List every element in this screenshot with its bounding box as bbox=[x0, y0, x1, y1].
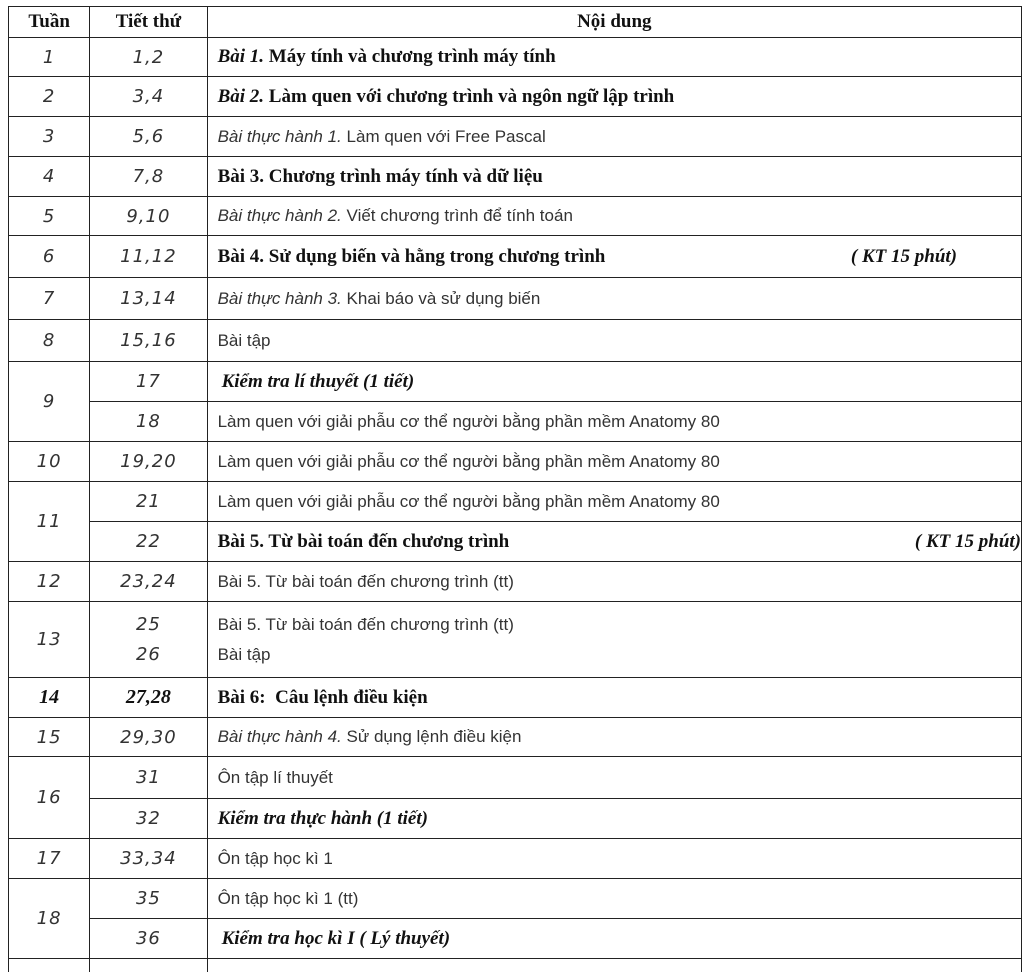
lesson-title: Sử dụng lệnh điều kiện bbox=[346, 727, 522, 746]
period-cell: 11,12 bbox=[90, 236, 207, 278]
week-cell: 3 bbox=[9, 117, 90, 157]
table-row bbox=[9, 362, 1022, 402]
content-cell bbox=[207, 799, 1021, 839]
period-value: 26 bbox=[135, 643, 161, 665]
week-cell: 5 bbox=[9, 197, 90, 236]
content-cell bbox=[207, 402, 1021, 442]
period-cell: 36 bbox=[90, 919, 207, 959]
period-cell: 9,10 bbox=[90, 197, 207, 236]
period-cell bbox=[90, 602, 207, 678]
lesson-title: Kiểm tra học kì I ( Lý thuyết) bbox=[221, 927, 451, 949]
content-cell bbox=[207, 602, 1021, 678]
lesson-title: Làm quen với giải phẫu cơ thể người bằng phần mềm Anatomy 80 bbox=[217, 491, 720, 511]
lesson-label: Bài 2. bbox=[217, 85, 265, 107]
table-row bbox=[9, 562, 1022, 602]
content-cell bbox=[207, 678, 1021, 718]
content-cell bbox=[207, 959, 1021, 972]
lesson-title: Viết chương trình để tính toán bbox=[346, 206, 573, 225]
practice-label: Bài thực hành 3. bbox=[217, 288, 342, 308]
lesson-title: Bài 3. Chương trình máy tính và dữ liệu bbox=[217, 165, 543, 187]
week-cell: 17 bbox=[9, 839, 90, 879]
content-cell bbox=[207, 522, 1021, 562]
period-cell: 29,30 bbox=[90, 718, 207, 757]
table-row bbox=[9, 402, 1022, 442]
period-cell: 1,2 bbox=[90, 38, 207, 77]
content-cell bbox=[207, 38, 1021, 77]
table-row bbox=[9, 278, 1022, 320]
content-cell bbox=[207, 718, 1021, 757]
lesson-title: Máy tính và chương trình máy tính bbox=[268, 46, 556, 67]
content-cell bbox=[207, 839, 1021, 879]
content-cell bbox=[207, 278, 1021, 320]
table-row bbox=[9, 197, 1022, 236]
schedule-table bbox=[8, 6, 1022, 972]
content-cell bbox=[207, 562, 1021, 602]
practice-label: Bài thực hành 4. bbox=[217, 727, 342, 746]
table-row bbox=[9, 879, 1022, 919]
table-row bbox=[9, 602, 1022, 678]
table-row bbox=[9, 38, 1022, 77]
week-cell: 4 bbox=[9, 157, 90, 197]
table-row bbox=[9, 77, 1022, 117]
lesson-title: Khai báo và sử dụng biến bbox=[346, 288, 541, 308]
table-row bbox=[9, 157, 1022, 197]
lesson-title: Bài 5. Từ bài toán đến chương trình (tt) bbox=[217, 614, 514, 634]
lesson-title: Làm quen với giải phẫu cơ thể người bằng phần mềm Anatomy 80 bbox=[217, 451, 720, 471]
week-cell: 13 bbox=[9, 602, 90, 678]
period-cell: 31 bbox=[90, 757, 207, 799]
lesson-title: Kiểm tra lí thuyết (1 tiết) bbox=[221, 370, 415, 392]
period-cell: 23,24 bbox=[90, 562, 207, 602]
content-cell bbox=[207, 320, 1021, 362]
header-week: Tuần bbox=[9, 7, 90, 38]
lesson-title: Làm quen với Free Pascal bbox=[346, 126, 546, 146]
week-cell: 14 bbox=[9, 678, 90, 718]
period-cell: 7,8 bbox=[90, 157, 207, 197]
test-note: ( KT 15 phút) bbox=[850, 245, 957, 267]
period-value: 25 bbox=[135, 613, 161, 635]
period-cell: 3,4 bbox=[90, 77, 207, 117]
content-cell bbox=[207, 442, 1021, 482]
period-cell: 21 bbox=[90, 482, 207, 522]
week-cell: 7 bbox=[9, 278, 90, 320]
content-cell bbox=[207, 77, 1021, 117]
week-cell: 16 bbox=[9, 757, 90, 839]
period-cell: 19,20 bbox=[90, 442, 207, 482]
header-content: Nội dung bbox=[207, 7, 1021, 38]
lesson-label: Bài 1. bbox=[217, 46, 265, 67]
schedule-table-container bbox=[8, 6, 1022, 972]
lesson-title: Làm quen với chương trình và ngôn ngữ lập trình bbox=[268, 85, 675, 107]
practice-label: Bài thực hành 1. bbox=[217, 126, 342, 146]
week-cell: 11 bbox=[9, 482, 90, 562]
content-cell bbox=[207, 236, 1021, 278]
period-cell: 13,14 bbox=[90, 278, 207, 320]
week-cell: 12 bbox=[9, 562, 90, 602]
content-cell bbox=[207, 879, 1021, 919]
week-cell: 2 bbox=[9, 77, 90, 117]
period-cell: 27,28 bbox=[90, 678, 207, 718]
table-row bbox=[9, 522, 1022, 562]
table-row bbox=[9, 117, 1022, 157]
lesson-title: Bài tập bbox=[217, 644, 271, 664]
period-cell: 18 bbox=[90, 402, 207, 442]
period-cell: 5,6 bbox=[90, 117, 207, 157]
period-cell: 35 bbox=[90, 879, 207, 919]
period-cell: 15,16 bbox=[90, 320, 207, 362]
lesson-title: Ôn tập lí thuyết bbox=[217, 767, 333, 787]
period-cell bbox=[90, 959, 207, 972]
lesson-title: Bài 5. Từ bài toán đến chương trình bbox=[217, 530, 510, 552]
week-cell: 15 bbox=[9, 718, 90, 757]
week-cell: 10 bbox=[9, 442, 90, 482]
content-cell bbox=[207, 157, 1021, 197]
week-cell: 6 bbox=[9, 236, 90, 278]
content-cell bbox=[207, 197, 1021, 236]
table-row bbox=[9, 839, 1022, 879]
table-row bbox=[9, 320, 1022, 362]
lesson-title: Bài 4. Sử dụng biến và hằng trong chương trình bbox=[217, 245, 606, 267]
table-header-row bbox=[9, 7, 1022, 38]
table-row bbox=[9, 236, 1022, 278]
lesson-title: Làm quen với giải phẫu cơ thể người bằng phần mềm Anatomy 80 bbox=[217, 411, 720, 431]
table-row bbox=[9, 442, 1022, 482]
table-row bbox=[9, 718, 1022, 757]
period-cell: 33,34 bbox=[90, 839, 207, 879]
practice-label: Bài thực hành 2. bbox=[217, 206, 342, 225]
week-cell: 1 bbox=[9, 38, 90, 77]
content-cell bbox=[207, 919, 1021, 959]
header-period: Tiết thứ bbox=[90, 7, 207, 38]
table-row bbox=[9, 919, 1022, 959]
week-cell: 8 bbox=[9, 320, 90, 362]
week-cell: 9 bbox=[9, 362, 90, 442]
table-row bbox=[9, 799, 1022, 839]
period-cell: 22 bbox=[90, 522, 207, 562]
lesson-title: Ôn tập học kì 1 (tt) bbox=[217, 888, 359, 908]
table-row bbox=[9, 482, 1022, 522]
table-row bbox=[9, 678, 1022, 718]
lesson-title: Bài tập bbox=[217, 330, 271, 350]
content-cell bbox=[207, 362, 1021, 402]
week-cell bbox=[9, 959, 90, 972]
lesson-title: Bài 5. Từ bài toán đến chương trình (tt) bbox=[217, 571, 514, 591]
table-row-partial bbox=[9, 959, 1022, 972]
content-cell bbox=[207, 482, 1021, 522]
lesson-title: Kiểm tra thực hành (1 tiết) bbox=[217, 807, 428, 829]
period-cell: 17 bbox=[90, 362, 207, 402]
week-cell: 18 bbox=[9, 879, 90, 959]
lesson-title: Ôn tập học kì 1 bbox=[217, 848, 333, 868]
test-note: ( KT 15 phút) bbox=[914, 530, 1021, 552]
content-cell bbox=[207, 117, 1021, 157]
content-cell bbox=[207, 757, 1021, 799]
period-cell: 32 bbox=[90, 799, 207, 839]
table-row bbox=[9, 757, 1022, 799]
lesson-title: Bài 6: Câu lệnh điều kiện bbox=[217, 686, 428, 708]
